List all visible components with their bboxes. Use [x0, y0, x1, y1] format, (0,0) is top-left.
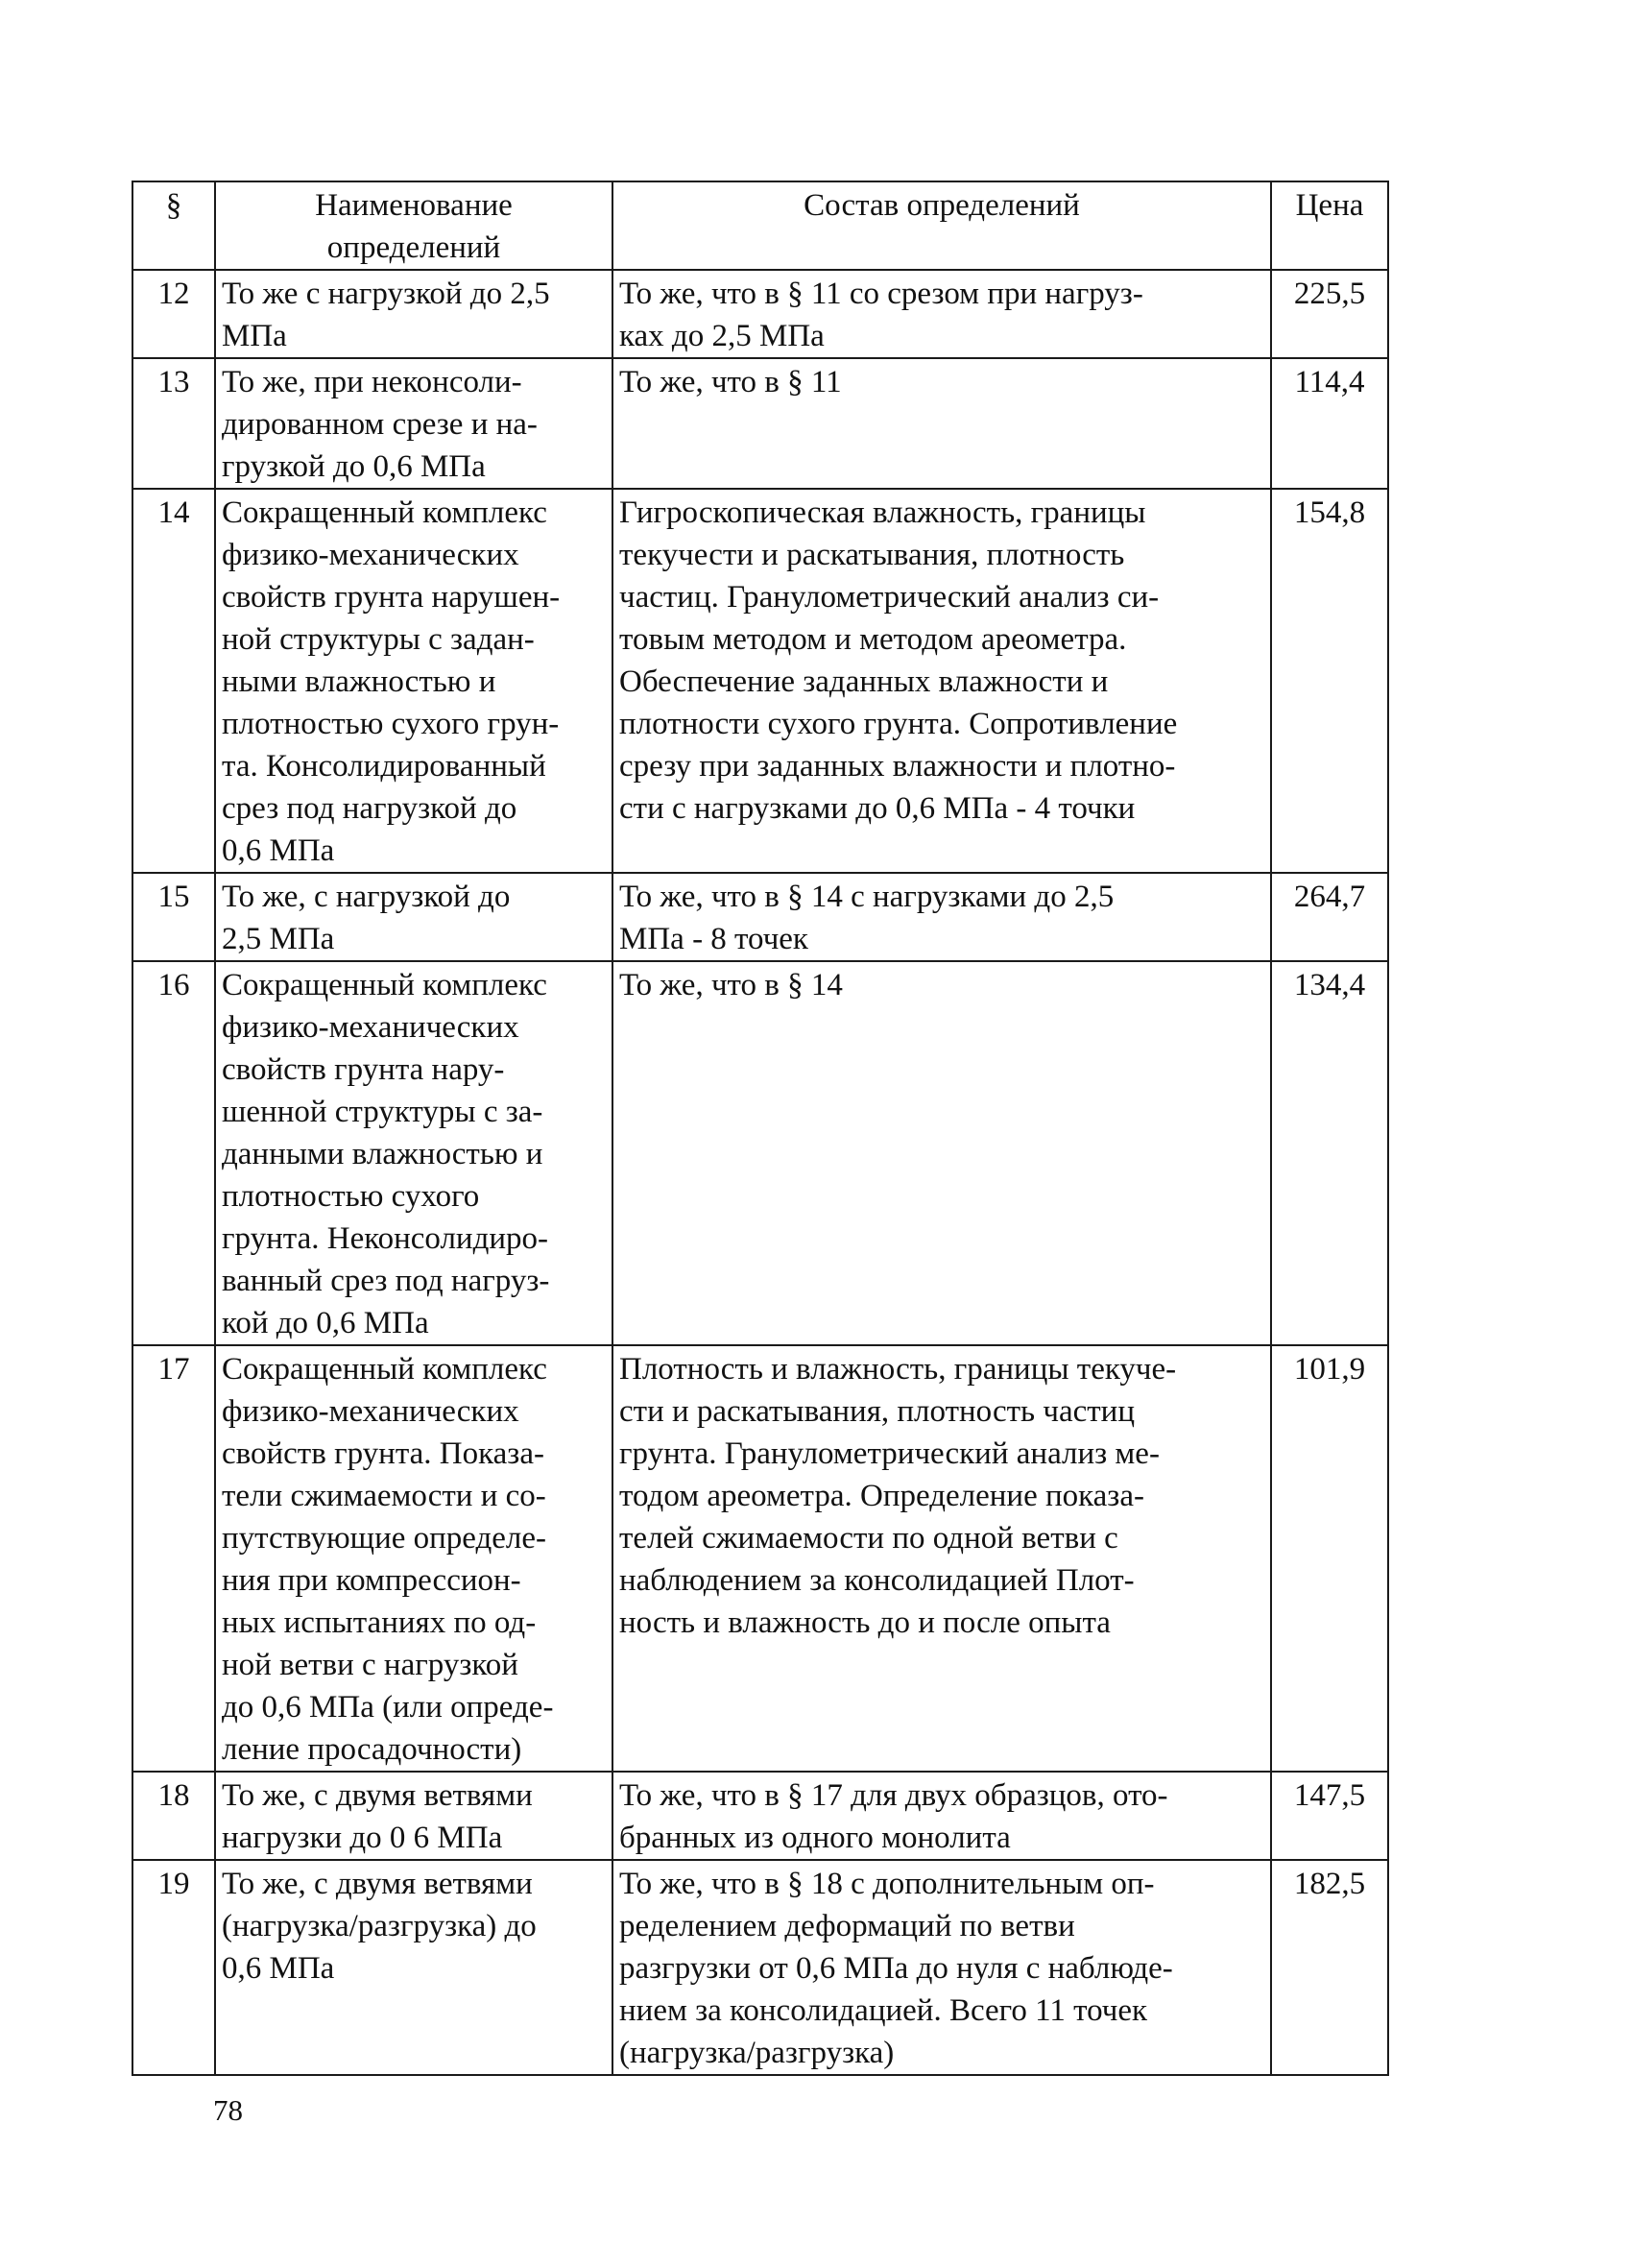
row-name: То же, с двумя ветвями (нагрузка/разгрузка) до 0,6 МПа — [215, 1860, 612, 2075]
row-section-number: 15 — [132, 873, 215, 961]
table-row — [132, 1345, 1388, 1772]
row-section-number: 17 — [132, 1345, 215, 1772]
row-section-number: 19 — [132, 1860, 215, 2075]
row-price: 101,9 — [1271, 1345, 1388, 1772]
table-row — [132, 270, 1388, 358]
row-name: То же, с двумя ветвями нагрузки до 0 6 МПа — [215, 1772, 612, 1860]
row-price: 147,5 — [1271, 1772, 1388, 1860]
row-composition: То же, что в § 18 с дополнительным оп- ределением деформаций по ветви разгрузки от 0,6 МПа до нуля с наблюде- нием за консолидацией. Всего 11 точек (нагрузка/разгрузка) — [612, 1860, 1271, 2075]
table-row — [132, 1860, 1388, 2075]
row-section-number: 14 — [132, 489, 215, 873]
row-composition: Плотность и влажность, границы текуче- сти и раскатывания, плотность частиц грунта. Гранулометрический анализ ме- тодом ареометра. Определение показа- телей сжимаемости по одной ветви с наблюдением за консолидацией Плот- ность и влажность до и после опыта — [612, 1345, 1271, 1772]
table-row — [132, 961, 1388, 1345]
row-price: 182,5 — [1271, 1860, 1388, 2075]
header-composition: Состав определений — [612, 181, 1271, 270]
row-price: 154,8 — [1271, 489, 1388, 873]
table-row — [132, 489, 1388, 873]
table-row — [132, 1772, 1388, 1860]
row-name: Сокращенный комплекс физико-механических свойств грунта нару- шенной структуры с за- данными влажностью и плотностью сухого грунта. Неконсолидиро- ванный срез под нагруз- кой до 0,6 МПа — [215, 961, 612, 1345]
header-price: Цена — [1271, 181, 1388, 270]
row-name: То же с нагрузкой до 2,5 МПа — [215, 270, 612, 358]
row-composition: Гигроскопическая влажность, границы текучести и раскатывания, плотность частиц. Гранулометрический анализ си- товым методом и методом ареометра. Обеспечение заданных влажности и плотности сухого грунта. Сопротивление срезу при заданных влажности и плотно- сти с нагрузками до 0,6 МПа - 4 точки — [612, 489, 1271, 873]
page-number: 78 — [213, 2093, 243, 2127]
row-composition: То же, что в § 17 для двух образцов, ото- бранных из одного монолита — [612, 1772, 1271, 1860]
row-composition: То же, что в § 14 — [612, 961, 1271, 1345]
row-name: То же, с нагрузкой до 2,5 МПа — [215, 873, 612, 961]
row-composition: То же, что в § 11 со срезом при нагруз- ках до 2,5 МПа — [612, 270, 1271, 358]
row-section-number: 16 — [132, 961, 215, 1345]
row-price: 134,4 — [1271, 961, 1388, 1345]
table-header-row — [132, 181, 1388, 270]
header-name: Наименование определений — [215, 181, 612, 270]
header-section: § — [132, 181, 215, 270]
row-name: Сокращенный комплекс физико-механических свойств грунта нарушен- ной структуры с задан- ными влажностью и плотностью сухого грун- та. Консолидированный срез под нагрузкой до 0,6 МПа — [215, 489, 612, 873]
table-row — [132, 358, 1388, 489]
row-name: То же, при неконсоли- дированном срезе и на- грузкой до 0,6 МПа — [215, 358, 612, 489]
row-section-number: 18 — [132, 1772, 215, 1860]
row-composition: То же, что в § 14 с нагрузками до 2,5 МПа - 8 точек — [612, 873, 1271, 961]
row-name: Сокращенный комплекс физико-механических свойств грунта. Показа- тели сжимаемости и со- путствующие определе- ния при компрессион- ных испытаниях по од- ной ветви с нагрузкой до 0,6 МПа (или опреде- ление просадочности) — [215, 1345, 612, 1772]
row-section-number: 12 — [132, 270, 215, 358]
row-price: 225,5 — [1271, 270, 1388, 358]
row-price: 264,7 — [1271, 873, 1388, 961]
price-table — [132, 181, 1389, 2076]
row-price: 114,4 — [1271, 358, 1388, 489]
row-section-number: 13 — [132, 358, 215, 489]
table-row — [132, 873, 1388, 961]
row-composition: То же, что в § 11 — [612, 358, 1271, 489]
